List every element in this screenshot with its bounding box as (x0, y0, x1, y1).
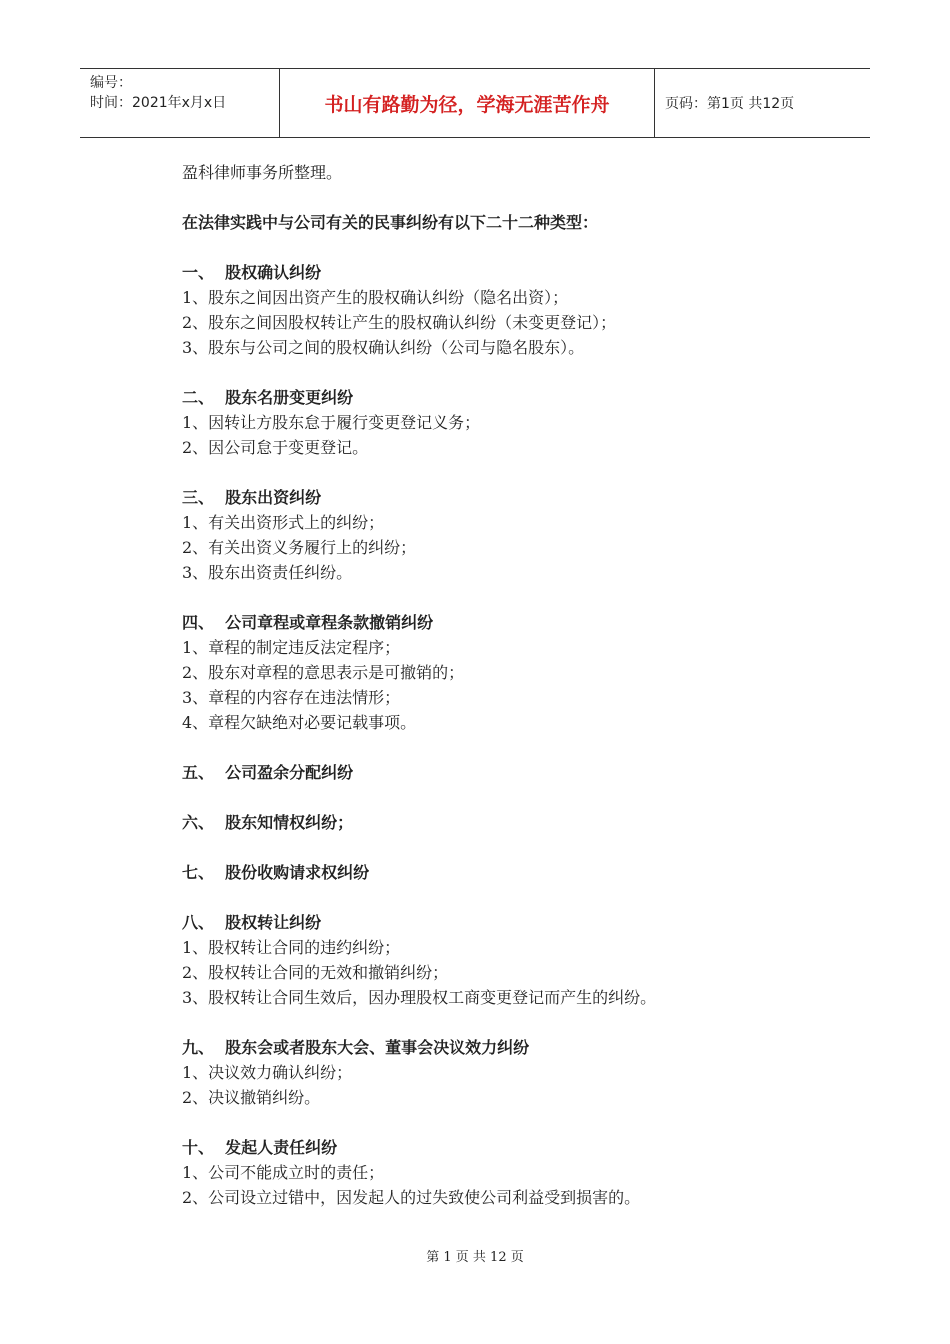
header-page-label: 页码：第1页 共12页 (665, 96, 795, 112)
dispute-section (182, 1135, 802, 1210)
section-item: 1、章程的制定违反法定程序； (182, 638, 401, 657)
section-item: 3、股东与公司之间的股权确认纠纷（公司与隐名股东）。 (182, 338, 585, 357)
dispute-section (182, 910, 802, 1010)
section-item: 2、公司设立过错中，因发起人的过失致使公司利益受到损害的。 (182, 1188, 641, 1207)
section-title: 十、 发起人责任纠纷 (182, 1138, 338, 1157)
section-item: 2、股权转让合同的无效和撤销纠纷； (182, 963, 449, 982)
section-item: 2、决议撤销纠纷。 (182, 1088, 321, 1107)
section-item: 1、有关出资形式上的纠纷； (182, 513, 385, 532)
dispute-section (182, 385, 802, 460)
section-item: 1、股东之间因出资产生的股权确认纠纷（隐名出资）； (182, 288, 569, 307)
lead-heading: 在法律实践中与公司有关的民事纠纷有以下二十二种类型： (182, 213, 599, 232)
section-title: 六、 股东知情权纠纷； (182, 813, 354, 832)
dispute-section (182, 260, 802, 360)
section-title: 七、 股份收购请求权纠纷 (182, 863, 370, 882)
header-meta-cell (80, 69, 280, 137)
section-item: 3、股权转让合同生效后，因办理股权工商变更登记而产生的纠纷。 (182, 988, 657, 1007)
section-item: 3、章程的内容存在违法情形； (182, 688, 401, 707)
section-title: 八、 股权转让纠纷 (182, 913, 322, 932)
section-item: 1、因转让方股东怠于履行变更登记义务； (182, 413, 481, 432)
dispute-section (182, 810, 802, 835)
section-title: 二、 股东名册变更纠纷 (182, 388, 354, 407)
document-header (80, 68, 870, 138)
dispute-section (182, 485, 802, 585)
section-item: 4、章程欠缺绝对必要记载事项。 (182, 713, 417, 732)
dispute-section (182, 760, 802, 785)
page-footer: 第 1 页 共 12 页 (426, 1250, 524, 1265)
section-item: 2、因公司怠于变更登记。 (182, 438, 369, 457)
section-title: 三、 股东出资纠纷 (182, 488, 322, 507)
header-motto: 书山有路勤为径，学海无涯苦作舟 (280, 69, 655, 137)
section-title: 九、 股东会或者股东大会、董事会决议效力纠纷 (182, 1038, 530, 1057)
section-item: 2、有关出资义务履行上的纠纷； (182, 538, 417, 557)
intro-text: 盈科律师事务所整理。 (182, 163, 343, 182)
section-title: 五、 公司盈余分配纠纷 (182, 763, 354, 782)
number-label: 编号： (90, 75, 132, 91)
section-item: 2、股东对章程的意思表示是可撤销的； (182, 663, 465, 682)
dispute-section (182, 610, 802, 735)
dispute-section (182, 860, 802, 885)
dispute-section (182, 1035, 802, 1110)
section-list (182, 260, 802, 1210)
section-item: 2、股东之间因股权转让产生的股权确认纠纷（未变更登记）； (182, 313, 617, 332)
section-title: 一、 股权确认纠纷 (182, 263, 322, 282)
section-item: 3、股东出资责任纠纷。 (182, 563, 353, 582)
date-label: 时间：2021年x月x日 (90, 95, 227, 111)
section-item: 1、股权转让合同的违约纠纷； (182, 938, 401, 957)
section-title: 四、 公司章程或章程条款撤销纠纷 (182, 613, 434, 632)
section-item: 1、公司不能成立时的责任； (182, 1163, 385, 1182)
document-body (182, 160, 802, 1210)
section-item: 1、决议效力确认纠纷； (182, 1063, 353, 1082)
